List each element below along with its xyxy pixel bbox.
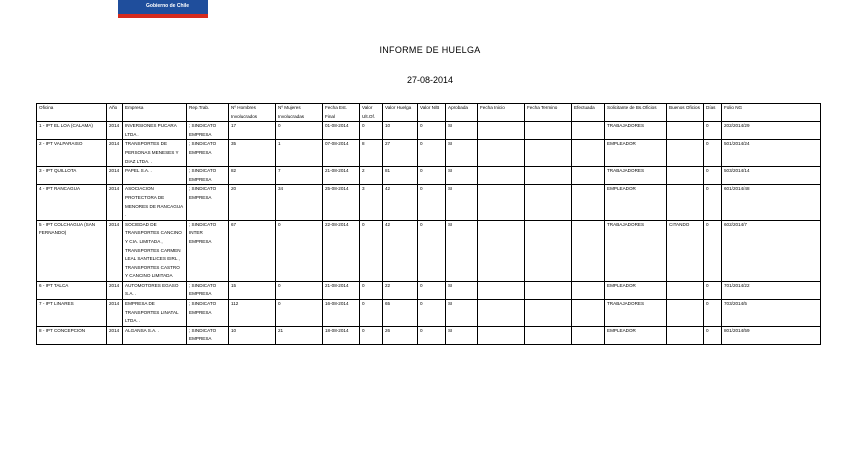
cell-nb: 0 — [418, 167, 446, 185]
cell-termino — [525, 185, 572, 220]
cell-ult-of: 0 — [360, 122, 383, 140]
cell-termino — [525, 220, 572, 281]
cell-solicitante: EMPLEADOR — [605, 281, 667, 299]
cell-nb: 0 — [418, 281, 446, 299]
cell-huelga: 81 — [383, 167, 418, 185]
logo-text: Gobierno de Chile — [146, 3, 190, 9]
cell-dias: 0 — [704, 300, 722, 327]
cell-buenos — [667, 185, 704, 220]
cell-rep: ; SINDICATO INTER EMPRESA — [187, 220, 229, 281]
cell-nb: 0 — [418, 326, 446, 344]
table-row — [37, 220, 821, 281]
report-date: 27-08-2014 — [406, 75, 454, 85]
cell-folio: 601/2014/48 — [722, 185, 821, 220]
cell-inicio — [478, 167, 525, 185]
cell-aprobada: SI — [446, 300, 478, 327]
cell-solicitante: TRABAJADORES — [605, 300, 667, 327]
cell-fecha-est: 01-08-2014 — [323, 122, 360, 140]
cell-hombres: 20 — [229, 185, 276, 220]
cell-mujeres: 0 — [276, 220, 323, 281]
cell-hombres: 15 — [229, 281, 276, 299]
cell-rep: ; SINDICATO EMPRESA — [187, 326, 229, 344]
cell-anio: 2014 — [107, 300, 123, 327]
table-row — [37, 167, 821, 185]
table-row — [37, 122, 821, 140]
cell-aprobada: SI — [446, 326, 478, 344]
cell-inicio — [478, 300, 525, 327]
cell-termino — [525, 326, 572, 344]
cell-solicitante: EMPLEADOR — [605, 326, 667, 344]
cell-hombres: 82 — [229, 167, 276, 185]
cell-hombres: 112 — [229, 300, 276, 327]
col-header: Fecha Termino — [525, 104, 572, 122]
cell-nb: 0 — [418, 220, 446, 281]
cell-empresa: SOCIEDAD DE TRANSPORTES CANCINO Y CIA. LIMITADA , TRANSPORTES CARMEN LEAL SANTELICES EIRL , TRANSPORTES CASTRO Y CANCINO LIMITADA — [123, 220, 187, 281]
cell-fecha-est: 18-08-2014 — [323, 326, 360, 344]
cell-solicitante: TRABAJADORES — [605, 220, 667, 281]
cell-rep: ; SINDICATO EMPRESA — [187, 140, 229, 167]
cell-folio: 602/2014/7 — [722, 220, 821, 281]
cell-huelga: 65 — [383, 300, 418, 327]
cell-solicitante: TRABAJADORES — [605, 167, 667, 185]
table-row — [37, 326, 821, 344]
col-header: Efectuada — [572, 104, 605, 122]
cell-termino — [525, 122, 572, 140]
government-logo — [118, 0, 208, 18]
cell-oficina: 2 - IPT VALPARAISO — [37, 140, 107, 167]
cell-folio: 701/2014/22 — [722, 281, 821, 299]
cell-buenos — [667, 140, 704, 167]
col-header: Valor Ult.Of. — [360, 104, 383, 122]
cell-dias: 0 — [704, 281, 722, 299]
cell-hombres: 67 — [229, 220, 276, 281]
cell-solicitante: TRABAJADORES — [605, 122, 667, 140]
cell-empresa: ASOCIACION PROTECTORA DE MENORES DE RANCAGUA . — [123, 185, 187, 220]
cell-empresa: ALGANSA S.A. . — [123, 326, 187, 344]
cell-nb: 0 — [418, 122, 446, 140]
cell-huelga: 22 — [383, 281, 418, 299]
cell-oficina: 6 - IPT TALCA — [37, 281, 107, 299]
cell-rep: ; SINDICATO EMPRESA — [187, 167, 229, 185]
cell-hombres: 17 — [229, 122, 276, 140]
cell-efectuada — [572, 220, 605, 281]
cell-dias: 0 — [704, 326, 722, 344]
cell-anio: 2014 — [107, 326, 123, 344]
cell-fecha-est: 21-08-2014 — [323, 167, 360, 185]
cell-huelga: 27 — [383, 140, 418, 167]
cell-inicio — [478, 140, 525, 167]
cell-aprobada: SI — [446, 122, 478, 140]
header-row — [37, 104, 821, 122]
col-header: Empresa — [123, 104, 187, 122]
cell-oficina: 4 - IPT RANCAGUA — [37, 185, 107, 220]
cell-solicitante: EMPLEADOR — [605, 185, 667, 220]
cell-aprobada: SI — [446, 185, 478, 220]
cell-folio: 202/2014/29 — [722, 122, 821, 140]
cell-fecha-est: 21-08-2014 — [323, 281, 360, 299]
cell-aprobada: SI — [446, 140, 478, 167]
cell-efectuada — [572, 300, 605, 327]
cell-efectuada — [572, 326, 605, 344]
cell-efectuada — [572, 281, 605, 299]
cell-dias: 0 — [704, 122, 722, 140]
cell-hombres: 35 — [229, 140, 276, 167]
col-header: Oficina — [37, 104, 107, 122]
cell-inicio — [478, 220, 525, 281]
cell-mujeres: 0 — [276, 300, 323, 327]
col-header: Aprobada — [446, 104, 478, 122]
cell-dias: 0 — [704, 167, 722, 185]
cell-mujeres: 7 — [276, 167, 323, 185]
table-body — [37, 122, 821, 345]
cell-inicio — [478, 122, 525, 140]
logo-stripe — [118, 14, 208, 18]
cell-anio: 2014 — [107, 167, 123, 185]
cell-fecha-est: 07-08-2014 — [323, 140, 360, 167]
cell-dias: 0 — [704, 220, 722, 281]
cell-buenos — [667, 122, 704, 140]
col-header: Valor Huelga — [383, 104, 418, 122]
cell-empresa: AUTOMOTORES EGASO S.A. . — [123, 281, 187, 299]
cell-huelga: 10 — [383, 122, 418, 140]
cell-oficina: 5 - IPT COLCHAGUA (SAN FERNANDO) — [37, 220, 107, 281]
cell-buenos — [667, 167, 704, 185]
col-header: Valor N/B — [418, 104, 446, 122]
cell-empresa: INVERSIONES PUCARA LTDA . — [123, 122, 187, 140]
cell-huelga: 42 — [383, 185, 418, 220]
cell-mujeres: 1 — [276, 140, 323, 167]
cell-buenos — [667, 281, 704, 299]
cell-folio: 501/2014/24 — [722, 140, 821, 167]
cell-rep: ; SINDICATO EMPRESA — [187, 185, 229, 220]
cell-ult-of: 3 — [360, 185, 383, 220]
cell-empresa: TRANSPORTES DE PERSONAS MENESES Y DIAZ LTDA. . — [123, 140, 187, 167]
cell-termino — [525, 281, 572, 299]
cell-anio: 2014 — [107, 140, 123, 167]
col-header: Fecha Inicio — [478, 104, 525, 122]
cell-aprobada: SI — [446, 281, 478, 299]
col-header: Solicitante de Bs.Oficios — [605, 104, 667, 122]
cell-rep: ; SINDICATO EMPRESA — [187, 122, 229, 140]
cell-empresa: EMPRESA DE TRANSPORTES LINATAL LTDA. . — [123, 300, 187, 327]
col-header: Buenos Oficios — [667, 104, 704, 122]
col-header: Fecha Est. Final — [323, 104, 360, 122]
cell-fecha-est: 16-08-2014 — [323, 300, 360, 327]
cell-rep: ; SINDICATO EMPRESA — [187, 281, 229, 299]
cell-fecha-est: 25-08-2014 — [323, 185, 360, 220]
cell-anio: 2014 — [107, 122, 123, 140]
cell-huelga: 42 — [383, 220, 418, 281]
cell-oficina: 7 - IPT LINARES — [37, 300, 107, 327]
cell-mujeres: 0 — [276, 122, 323, 140]
cell-folio: 503/2014/14 — [722, 167, 821, 185]
cell-oficina: 3 - IPT QUILLOTA — [37, 167, 107, 185]
cell-mujeres: 34 — [276, 185, 323, 220]
cell-nb: 0 — [418, 140, 446, 167]
col-header: Días — [704, 104, 722, 122]
cell-dias: 0 — [704, 140, 722, 167]
cell-inicio — [478, 185, 525, 220]
cell-nb: 0 — [418, 300, 446, 327]
table-row — [37, 300, 821, 327]
col-header: Año — [107, 104, 123, 122]
cell-hombres: 10 — [229, 326, 276, 344]
cell-folio: 703/2014/5 — [722, 300, 821, 327]
cell-anio: 2014 — [107, 220, 123, 281]
cell-inicio — [478, 326, 525, 344]
cell-ult-of: 2 — [360, 167, 383, 185]
cell-nb: 0 — [418, 185, 446, 220]
cell-ult-of: 0 — [360, 326, 383, 344]
table-row — [37, 140, 821, 167]
cell-empresa: PAPEL S.A. . — [123, 167, 187, 185]
cell-inicio — [478, 281, 525, 299]
cell-folio: 801/2014/59 — [722, 326, 821, 344]
cell-anio: 2014 — [107, 281, 123, 299]
strike-report-table — [36, 103, 821, 345]
col-header: Rep.Trab. — [187, 104, 229, 122]
cell-buenos: CITANDO — [667, 220, 704, 281]
cell-fecha-est: 22-08-2014 — [323, 220, 360, 281]
cell-efectuada — [572, 185, 605, 220]
cell-huelga: 26 — [383, 326, 418, 344]
cell-efectuada — [572, 140, 605, 167]
cell-anio: 2014 — [107, 185, 123, 220]
cell-ult-of: 0 — [360, 300, 383, 327]
cell-buenos — [667, 326, 704, 344]
cell-termino — [525, 140, 572, 167]
cell-ult-of: 0 — [360, 281, 383, 299]
cell-mujeres: 21 — [276, 326, 323, 344]
cell-buenos — [667, 300, 704, 327]
cell-efectuada — [572, 122, 605, 140]
cell-ult-of: 0 — [360, 220, 383, 281]
table-row — [37, 185, 821, 220]
cell-dias: 0 — [704, 185, 722, 220]
cell-oficina: 1 - IPT EL LOA (CALAMA) — [37, 122, 107, 140]
cell-aprobada: SI — [446, 167, 478, 185]
cell-aprobada: SI — [446, 220, 478, 281]
cell-oficina: 8 - IPT CONCEPCION — [37, 326, 107, 344]
table-row — [37, 281, 821, 299]
report-title: INFORME DE HUELGA — [379, 45, 481, 55]
col-header: Nº Hombres Involucrados — [229, 104, 276, 122]
cell-ult-of: 8 — [360, 140, 383, 167]
cell-solicitante: EMPLEADOR — [605, 140, 667, 167]
cell-efectuada — [572, 167, 605, 185]
col-header: Nº Mujeres Involucradas — [276, 104, 323, 122]
cell-termino — [525, 167, 572, 185]
cell-termino — [525, 300, 572, 327]
cell-rep: ; SINDICATO EMPRESA — [187, 300, 229, 327]
col-header: Folio NG — [722, 104, 821, 122]
cell-mujeres: 0 — [276, 281, 323, 299]
